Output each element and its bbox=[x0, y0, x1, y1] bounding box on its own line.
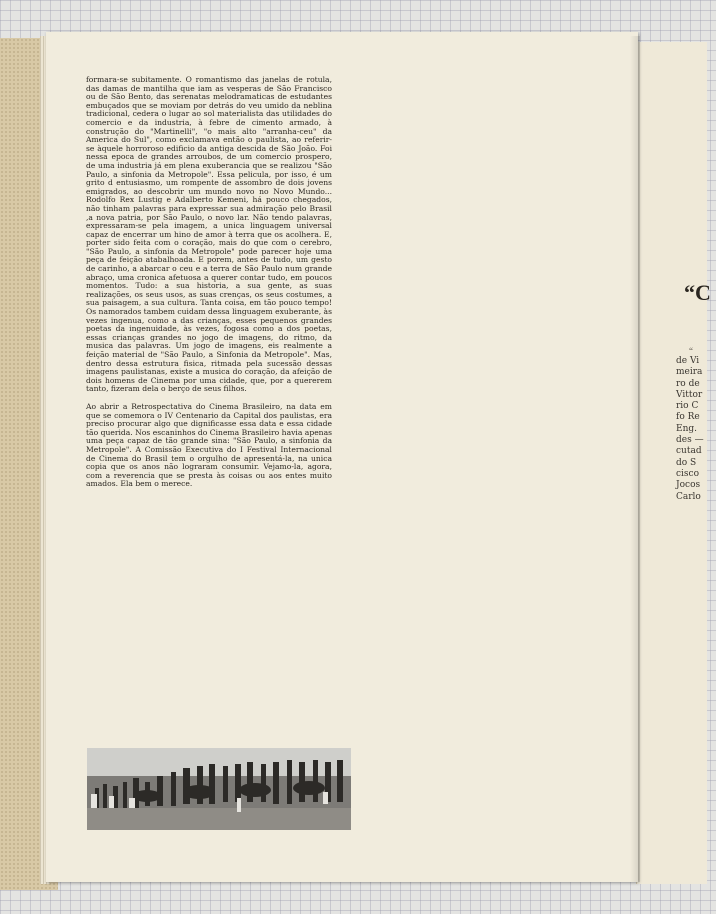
next-page-line: Vittor bbox=[676, 389, 703, 400]
next-page-heading-fragment: “C bbox=[684, 280, 711, 305]
next-page-line: rio C bbox=[676, 401, 699, 412]
next-page-line: do S bbox=[676, 457, 697, 468]
next-page-line: cutad bbox=[676, 446, 702, 457]
photo-illustration bbox=[87, 748, 351, 830]
next-page-line: Carlo bbox=[676, 491, 701, 502]
paragraph-2: Ao abrir a Retrospectativa do Cinema Brasileiro, na data em que se comemora o IV Centenario da Capital dos paulistas, era preciso procurar algo que dignificasse essa data e essa cidade tão querida. Nos escaninhos do Cinema Brasileiro havia apenas uma peça capaz de tão grande sina: "São Paulo, a sinfonia da Metropole". A Comissão Executiva do I Festival Internacional de Cinema do Brasil tem o orgulho de apresentá-la, na unica copia que os anos não lograram consumir. Vejamo-la, agora, com a reverencia que se presta às coisas ou aos entes muito amados. Ela bem o merece. bbox=[86, 401, 332, 489]
next-page-line: meira bbox=[676, 367, 703, 378]
next-page-line: fo Re bbox=[676, 412, 700, 423]
next-page-line: Jocos bbox=[676, 480, 701, 491]
next-page-line: ro de bbox=[676, 378, 700, 389]
next-page-line: cisco bbox=[676, 468, 699, 479]
binding-shadow bbox=[630, 36, 640, 882]
article-text bbox=[86, 76, 332, 489]
next-page-line: des — bbox=[676, 435, 704, 446]
next-page-line: Eng. bbox=[676, 423, 697, 434]
next-page-text-fragments bbox=[676, 356, 716, 503]
next-page-quote-fragment: “ bbox=[689, 346, 693, 356]
next-page-line: de Vi bbox=[676, 356, 700, 366]
horse-riders-photo bbox=[87, 748, 351, 830]
paragraph-1: formara-se subitamente. O romantismo das janelas de rotula, das damas de mantilha que iam as vesperas de São Francisco ou de São Bento, das serenatas melodramaticas de estudantes embuçados que se moviam por detrás do veu umido da neblina tradicional, cedera o lugar ao sol materialista das utilidades do comercio e da industria, à febre de cimento armado, à construção do "Martinelli", "o mais alto "arranha-ceu" da America do Sul", como exclamava então o paulista, ao referir-se àquele horroroso edificio da antiga descida de São João. Foi nessa epoca de grandes arroubos, de um comercio prospero, de uma industria já em plena exuberancia que se realizou "São Paulo, a sinfonia da Metropole". Essa pelicula, por isso, é um grito d entusiasmo, um rompente de assombro de dois jovens emigrados, ao descobrir um mundo novo no Novo Mundo... Rodolfo Rex Lustig e Adalberto Kemeni, há pouco chegados, não tinham palavras para expressar sua admiração pelo Brasil ,a nova patria, por São Paulo, o novo lar. Não tendo palavras, expressaram-se pela imagem, a unica linguagem universal capaz de encerrar um hino de amor à terra que os acolhera. E, porter sido feita com o coração, mais do que com o cerebro, "São Paulo, a sinfonia da Metropole" pode parecer hoje uma peça de feição atabalhoada. E porem, antes de tudo, um gesto de carinho, a abarcar o ceu e a terra de São Paulo num grande abraço, uma cronica afetuosa a querer contar tudo, em poucos momentos. Tudo: a sua historia, a sua gente, as suas realizações, os seus usos, as suas crenças, os seus costumes, a sua paisagem, a sua cultura. Tanta coisa, em tão pouco tempo! Os namorados tambem cuidam dessa linguagem exuberante, às vezes ingenua, como a das crianças, esses pequenos grandes poetas da ingenuidade, às vezes, fogosa como a dos poetas, essas crianças grandes no jogo de imagens, do ritmo, da musica das palavras. Um jogo de imagens, eis realmente a feição material de "São Paulo, a Sinfonia da Metropole". Mas, dentro dessa estrutura fisica, ritmada pela sucessão dessas imagens paulistanas, existe a musica do coração, da afeição de dois homens de Cinema por uma cidade, que, por a quererem tanto, fizeram dela o berço de seus filhos. bbox=[86, 75, 332, 394]
